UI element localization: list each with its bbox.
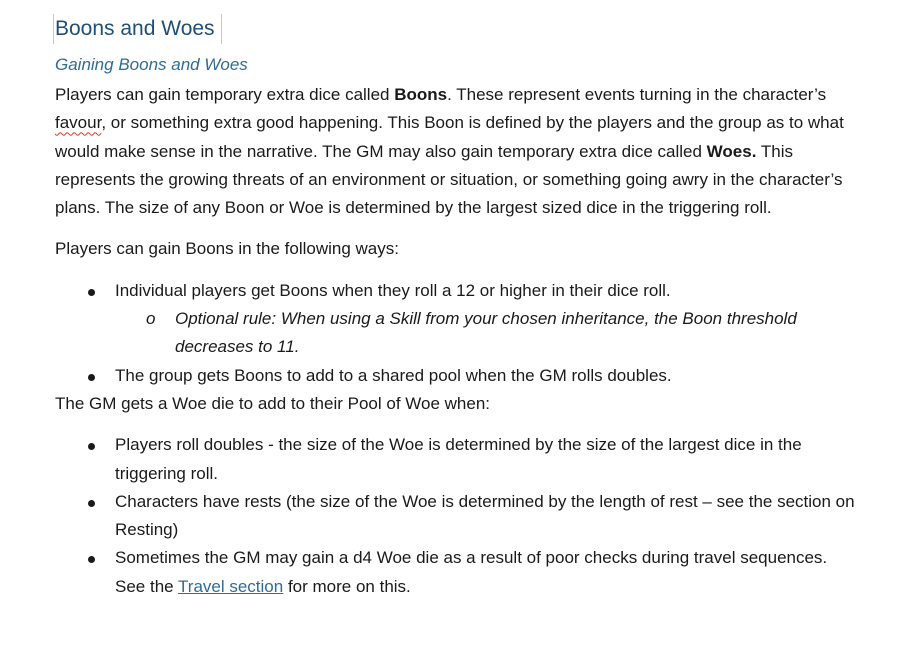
travel-section-link[interactable]: Travel section <box>178 576 284 596</box>
spellcheck-flagged-word[interactable]: favour <box>55 113 102 133</box>
list-item-text: Players roll doubles - the size of the Woe is determined by the size of the largest dice in the triggering roll. <box>115 435 802 483</box>
bullet-icon <box>88 500 95 507</box>
para1-text-3: , or something extra good happening. This Boon is defined by the players and the group as to what would make sense in the narrative. The GM may also gain temporary extra dice called <box>55 113 844 161</box>
sub-list-item[interactable] <box>55 305 855 362</box>
bullet-icon <box>88 556 95 563</box>
list-item[interactable] <box>55 277 855 362</box>
circle-bullet-icon: o <box>146 309 156 329</box>
woes-list <box>55 431 855 601</box>
list-item-text-end: for more on this. <box>283 576 411 596</box>
intro-paragraph[interactable] <box>55 81 855 222</box>
list-item[interactable] <box>55 488 855 545</box>
list-item-text: Characters have rests (the size of the Woe is determined by the length of rest – see the section on Resting) <box>115 491 855 540</box>
boons-list <box>55 277 855 390</box>
optional-rule-text: Optional rule: When using a Skill from your chosen inheritance, the Boon threshold decreases to 11. <box>175 309 797 357</box>
list-item[interactable] <box>55 362 855 390</box>
bullet-icon <box>88 374 95 381</box>
subheading-gaining-boons[interactable]: Gaining Boons and Woes <box>55 55 248 74</box>
heading-boons-and-woes[interactable]: Boons and Woes <box>53 14 222 44</box>
woe-intro-paragraph[interactable]: The GM gets a Woe die to add to their Pool of Woe when: <box>55 393 491 413</box>
boons-term: Boons <box>394 85 448 104</box>
bullet-icon <box>88 443 95 450</box>
list-item[interactable] <box>55 544 855 601</box>
para1-text-2: . These represent events turning in the character’s <box>447 85 827 104</box>
bullet-icon <box>88 289 95 296</box>
para1-text-4: This represents the growing threats of an environment or situation, or something going awry in the character’s plans. The size of any Boon or Woe is determined by the largest sized dice in the triggering roll. <box>55 141 843 218</box>
list-item[interactable] <box>55 431 855 488</box>
boons-ways-paragraph[interactable]: Players can gain Boons in the following ways: <box>55 239 399 259</box>
list-item-text: The group gets Boons to add to a shared pool when the GM rolls doubles. <box>115 365 672 385</box>
list-item-text: Individual players get Boons when they roll a 12 or higher in their dice roll. <box>115 280 671 300</box>
document-page <box>55 14 855 601</box>
para1-text-1: Players can gain temporary extra dice called <box>55 85 395 104</box>
woes-term: Woes. <box>706 141 757 161</box>
list-item-text: Sometimes the GM may gain a d4 Woe die as a result of poor checks during travel sequences. See the <box>115 548 828 596</box>
